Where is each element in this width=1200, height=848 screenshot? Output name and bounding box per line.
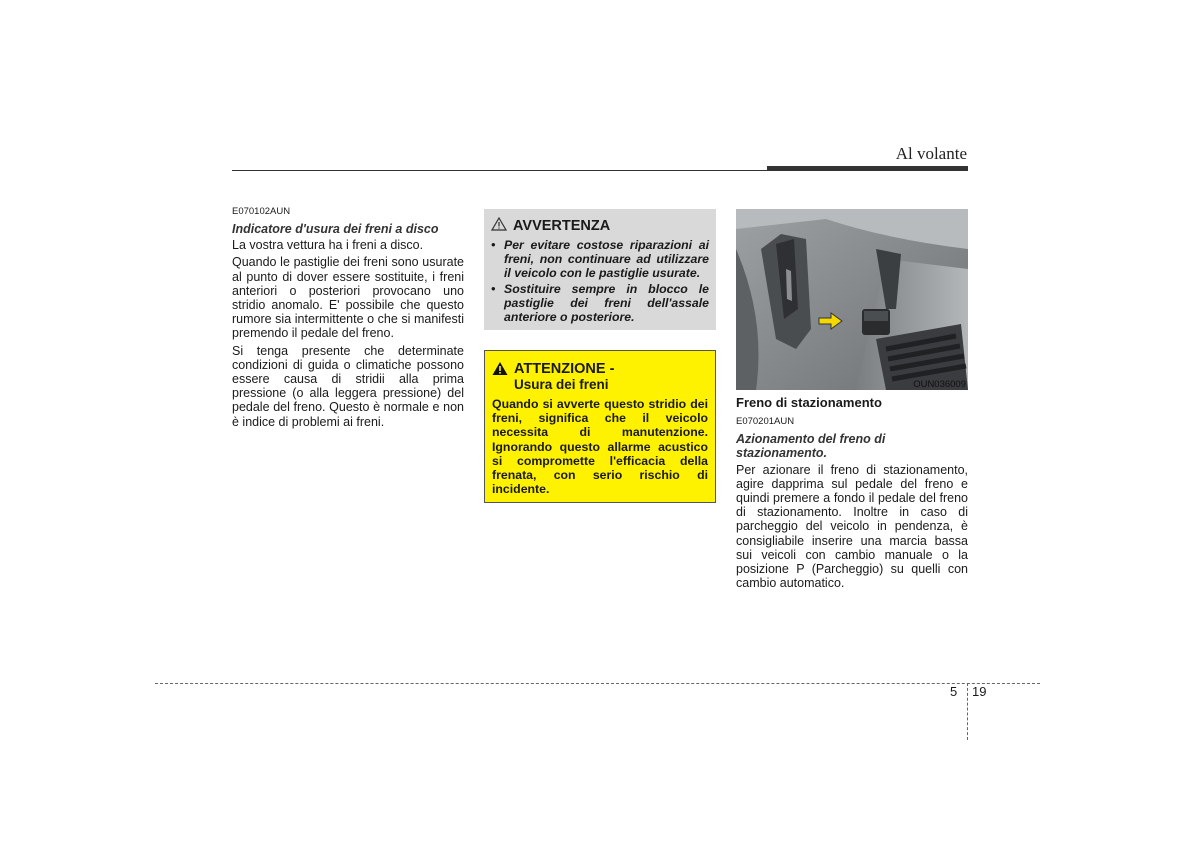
paragraph: Per azionare il freno di stazionamento, agire dapprima sul pedale del freno e quindi premere a fondo il pedale del freno di stazionamento. Inoltre in caso di parcheggio del veicolo in pendenza, è consigliabile inserire una marcia bassa sui veicoli con cambio manuale o la posizione P (Parcheggio) su quelli con cambio automatico. [736, 462, 968, 591]
paragraph: La vostra vettura ha i freni a disco. [232, 238, 424, 253]
footer-divider [967, 683, 968, 740]
paragraph: Si tenga presente che determinate condizioni di guida o climatiche possono essere causa di stridii alla prima pressione (o alla leggera pressione) del pedale del freno. Questo è normale e non è indice di problemi ai freni. [232, 343, 464, 429]
warning-title: AVVERTENZA [513, 218, 611, 234]
image-reference-code: OUN036009 [913, 379, 966, 390]
section-code: E070102AUN [232, 206, 291, 217]
warning-triangle-filled-icon [492, 361, 508, 380]
header-rule-bold [767, 166, 968, 171]
parking-brake-photo [736, 209, 968, 390]
section-subtitle: Indicatore d'usura dei freni a disco [232, 222, 439, 236]
header-rule [232, 170, 767, 171]
footer-rule [155, 683, 1040, 684]
column-parking-brake [736, 396, 968, 593]
chapter-number: 5 [950, 684, 958, 699]
caution-box [484, 350, 716, 503]
caution-title: ATTENZIONE - [514, 361, 615, 377]
list-item: • Per evitare costose riparazioni ai freni, non continuare ad utilizzare il veicolo con le pastiglie usurate. [491, 238, 709, 280]
warning-list [491, 238, 709, 324]
warning-triangle-outline-icon [491, 217, 507, 235]
column-brake-wear [232, 206, 464, 432]
list-item: • Sostituire sempre in blocco le pastiglie dei freni dell'assale anteriore o posteriore. [491, 282, 709, 324]
section-heading: Freno di stazionamento [736, 395, 882, 410]
section-subtitle: Azionamento del freno di stazionamento. [736, 432, 886, 461]
section-code: E070201AUN [736, 416, 795, 428]
caution-subtitle: Usura dei freni [514, 377, 609, 392]
page-number: 19 [972, 684, 987, 699]
caution-text: Quando si avverte questo stridio dei freni, significa che il veicolo necessita di manutenzione. Ignorando questo allarme acustico si compromette l'efficacia della frenata, con serio rischio di incidente. [492, 397, 708, 497]
running-header: Al volante [895, 144, 967, 163]
warning-box [484, 209, 716, 330]
paragraph: Quando le pastiglie dei freni sono usurate al punto di dover essere sostituite, i freni anteriori o posteriori provocano uno stridio anomalo. E' possibile che questo rumore sia intermittente o che si manifesti premendo il pedale del freno. [232, 255, 464, 341]
